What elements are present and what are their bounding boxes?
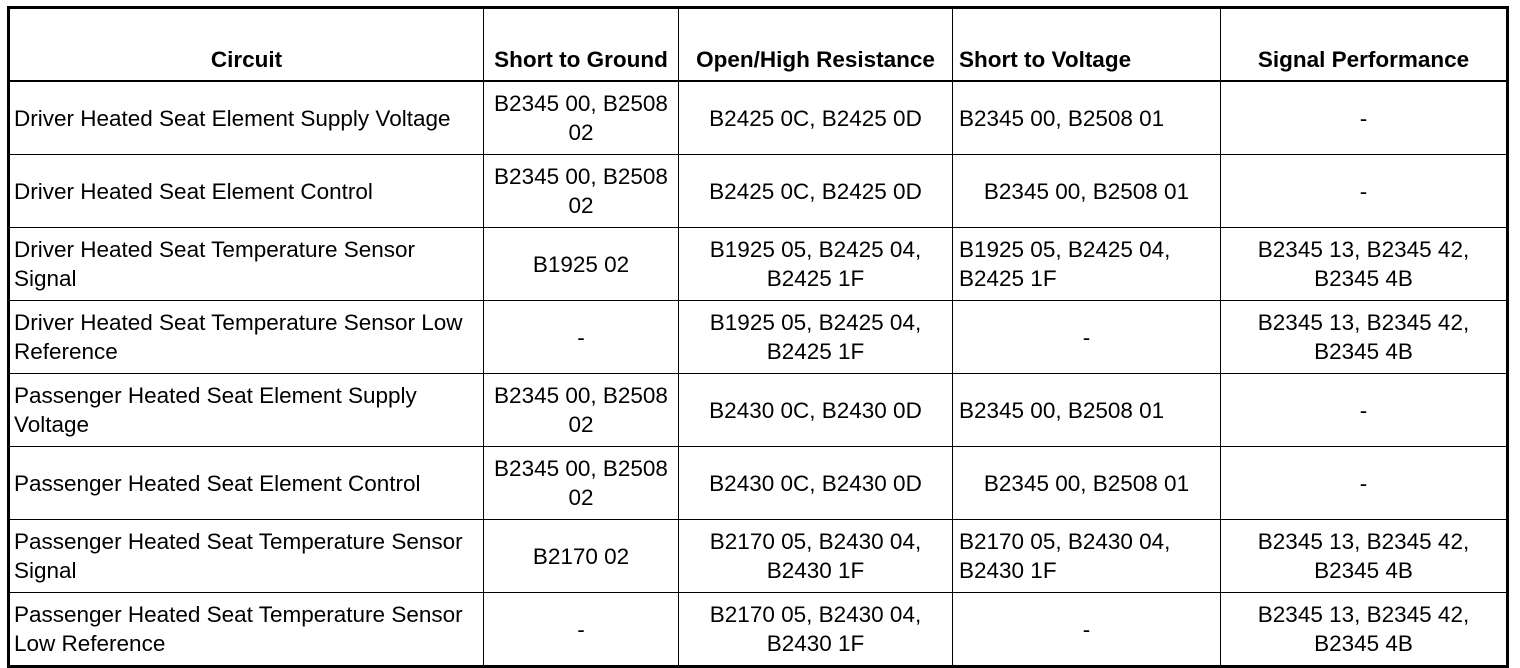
circuit-cell: Driver Heated Seat Element Control: [9, 155, 484, 228]
table-row: [9, 447, 1508, 520]
table-row: [9, 374, 1508, 447]
short-to-ground-cell: -: [484, 593, 679, 667]
header-short-to-ground: Short to Ground: [484, 8, 679, 82]
circuit-cell: Passenger Heated Seat Temperature Sensor Low Reference: [9, 593, 484, 667]
dtc-circuit-table: [7, 6, 1509, 668]
table-row: [9, 593, 1508, 667]
header-open-high-resistance: Open/High Resistance: [679, 8, 953, 82]
signal-performance-cell: -: [1221, 447, 1508, 520]
header-short-to-voltage: Short to Voltage: [953, 8, 1221, 82]
open-high-resistance-cell: B2425 0C, B2425 0D: [679, 155, 953, 228]
table-row: [9, 520, 1508, 593]
table-row: [9, 81, 1508, 155]
table-row: [9, 155, 1508, 228]
dtc-table-container: [7, 6, 1506, 657]
circuit-cell: Driver Heated Seat Temperature Sensor Low Reference: [9, 301, 484, 374]
open-high-resistance-cell: B1925 05, B2425 04, B2425 1F: [679, 228, 953, 301]
circuit-cell: Passenger Heated Seat Element Supply Voltage: [9, 374, 484, 447]
table-row: [9, 301, 1508, 374]
short-to-ground-cell: B2345 00, B2508 02: [484, 374, 679, 447]
short-to-ground-cell: B2345 00, B2508 02: [484, 447, 679, 520]
short-to-ground-cell: B2345 00, B2508 02: [484, 155, 679, 228]
short-to-ground-cell: -: [484, 301, 679, 374]
short-to-voltage-cell: -: [953, 593, 1221, 667]
signal-performance-cell: B2345 13, B2345 42, B2345 4B: [1221, 301, 1508, 374]
signal-performance-cell: -: [1221, 374, 1508, 447]
open-high-resistance-cell: B2430 0C, B2430 0D: [679, 374, 953, 447]
short-to-voltage-cell: B2345 00, B2508 01: [953, 81, 1221, 155]
signal-performance-cell: -: [1221, 155, 1508, 228]
short-to-voltage-cell: B2345 00, B2508 01: [953, 155, 1221, 228]
signal-performance-cell: B2345 13, B2345 42, B2345 4B: [1221, 228, 1508, 301]
short-to-voltage-cell: -: [953, 301, 1221, 374]
short-to-voltage-cell: B1925 05, B2425 04, B2425 1F: [953, 228, 1221, 301]
short-to-voltage-cell: B2170 05, B2430 04, B2430 1F: [953, 520, 1221, 593]
header-circuit: Circuit: [9, 8, 484, 82]
table-row: [9, 228, 1508, 301]
short-to-voltage-cell: B2345 00, B2508 01: [953, 447, 1221, 520]
open-high-resistance-cell: B2170 05, B2430 04, B2430 1F: [679, 593, 953, 667]
open-high-resistance-cell: B2430 0C, B2430 0D: [679, 447, 953, 520]
signal-performance-cell: B2345 13, B2345 42, B2345 4B: [1221, 520, 1508, 593]
short-to-ground-cell: B1925 02: [484, 228, 679, 301]
open-high-resistance-cell: B2170 05, B2430 04, B2430 1F: [679, 520, 953, 593]
circuit-cell: Passenger Heated Seat Temperature Sensor Signal: [9, 520, 484, 593]
circuit-cell: Driver Heated Seat Temperature Sensor Signal: [9, 228, 484, 301]
short-to-ground-cell: B2170 02: [484, 520, 679, 593]
header-signal-performance: Signal Performance: [1221, 8, 1508, 82]
short-to-voltage-cell: B2345 00, B2508 01: [953, 374, 1221, 447]
short-to-ground-cell: B2345 00, B2508 02: [484, 81, 679, 155]
signal-performance-cell: B2345 13, B2345 42, B2345 4B: [1221, 593, 1508, 667]
signal-performance-cell: -: [1221, 81, 1508, 155]
circuit-cell: Passenger Heated Seat Element Control: [9, 447, 484, 520]
header-row: [9, 8, 1508, 82]
open-high-resistance-cell: B2425 0C, B2425 0D: [679, 81, 953, 155]
circuit-cell: Driver Heated Seat Element Supply Voltage: [9, 81, 484, 155]
open-high-resistance-cell: B1925 05, B2425 04, B2425 1F: [679, 301, 953, 374]
